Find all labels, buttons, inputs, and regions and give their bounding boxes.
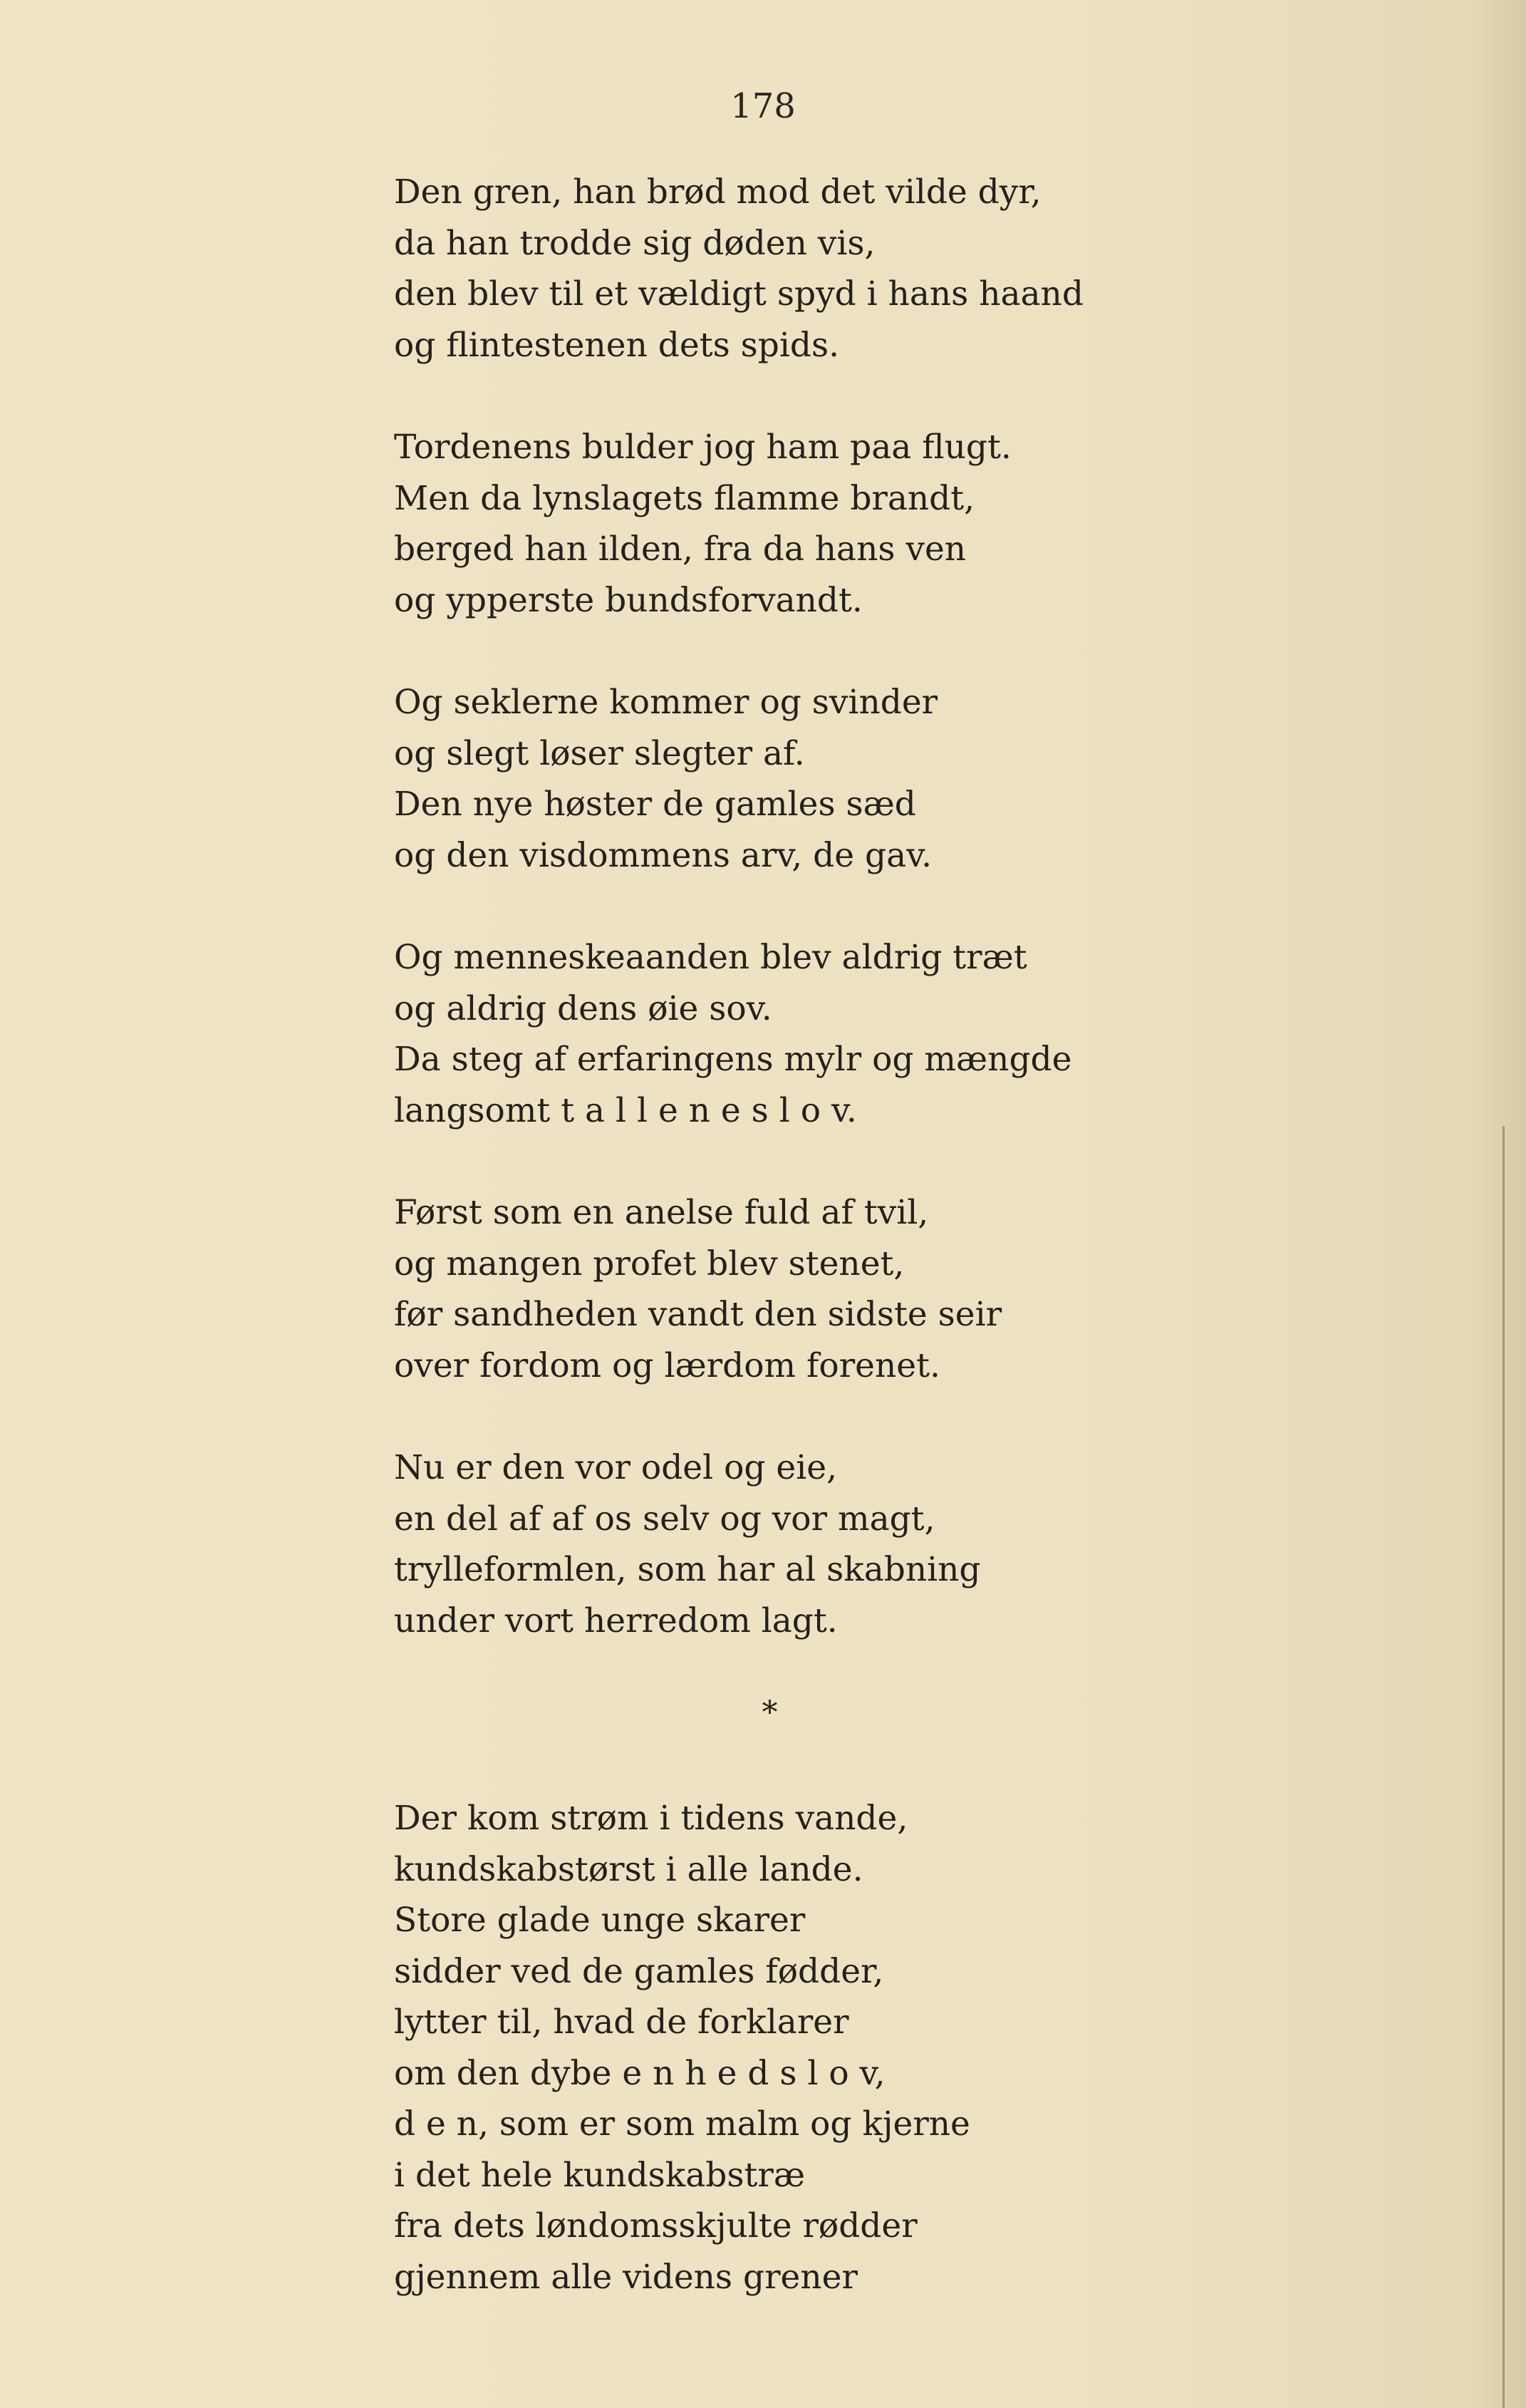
stanza-4 [394,932,1463,1136]
poem-line: og aldrig dens øie sov. [394,988,772,1028]
poem-line: Men da lynslagets flamme brandt, [394,478,975,518]
poem-line: gjennem alle videns grener [394,2257,858,2297]
poem-line: Tordenens bulder jog ham paa flugt. [394,428,1012,467]
poem-line: Først som en anelse fuld af tvil, [394,1193,929,1232]
poem-line: og flintestenen dets spids. [394,325,840,365]
stanza-6 [394,1442,1463,1646]
poem-line: sidder ved de gamles fødder, [394,1951,884,1991]
stanza-5 [394,1187,1463,1391]
poem-line: kundskabstørst i alle lande. [394,1849,863,1889]
page-number: 178 [730,86,796,126]
poem-line: lytter til, hvad de forklarer [394,2003,849,2042]
poem-line: Nu er den vor odel og eie, [394,1448,838,1487]
poem-line: berged han ilden, fra da hans ven [394,529,967,569]
poem-line: over fordom og lærdom forenet. [394,1345,940,1385]
poem-line: under vort herredom lagt. [394,1601,838,1640]
poem-line: og slegt løser slegter af. [394,733,805,773]
stanza-2 [394,422,1463,626]
poem-line: Den nye høster de gamles sæd [394,785,916,824]
page-edge-shadow [1502,1126,1505,2408]
poem-line: Den gren, han brød mod det vilde dyr, [394,172,1042,212]
section-separator: * [762,1695,778,1731]
poem-line: før sandheden vandt den sidste seir [394,1295,1002,1334]
poem-line: d e n, som er som malm og kjerne [394,2104,970,2144]
poem-line: og den visdommens arv, de gav. [394,835,933,875]
poem-line: Der kom strøm i tidens vande, [394,1799,908,1838]
poem-line: om den dybe e n h e d s l o v, [394,2053,886,2093]
poem-line: fra dets løndomsskjulte rødder [394,2206,918,2246]
poem-line: Og seklerne kommer og svinder [394,683,938,722]
poem-line: Store glade unge skarer [394,1901,806,1940]
stanza-7 [394,1793,1463,2303]
poem-line: langsomt t a l l e n e s l o v. [394,1090,857,1130]
poem-line: en del af af os selv og vor magt, [394,1499,935,1539]
poem-text [394,167,1463,2354]
poem-line: den blev til et vældigt spyd i hans haand [394,274,1084,314]
poem-line: i det hele kundskabstræ [394,2155,806,2195]
poem-line: Og menneskeaanden blev aldrig træt [394,938,1027,977]
poem-line: og ypperste bundsforvandt. [394,580,863,620]
stanza-3 [394,677,1463,881]
poem-line: og mangen profet blev stenet, [394,1244,905,1283]
stanza-1 [394,167,1463,371]
poem-line: Da steg af erfaringens mylr og mængde [394,1040,1072,1079]
poem-line: trylleformlen, som har al skabning [394,1550,981,1589]
poem-line: da han trodde sig døden vis, [394,223,876,263]
